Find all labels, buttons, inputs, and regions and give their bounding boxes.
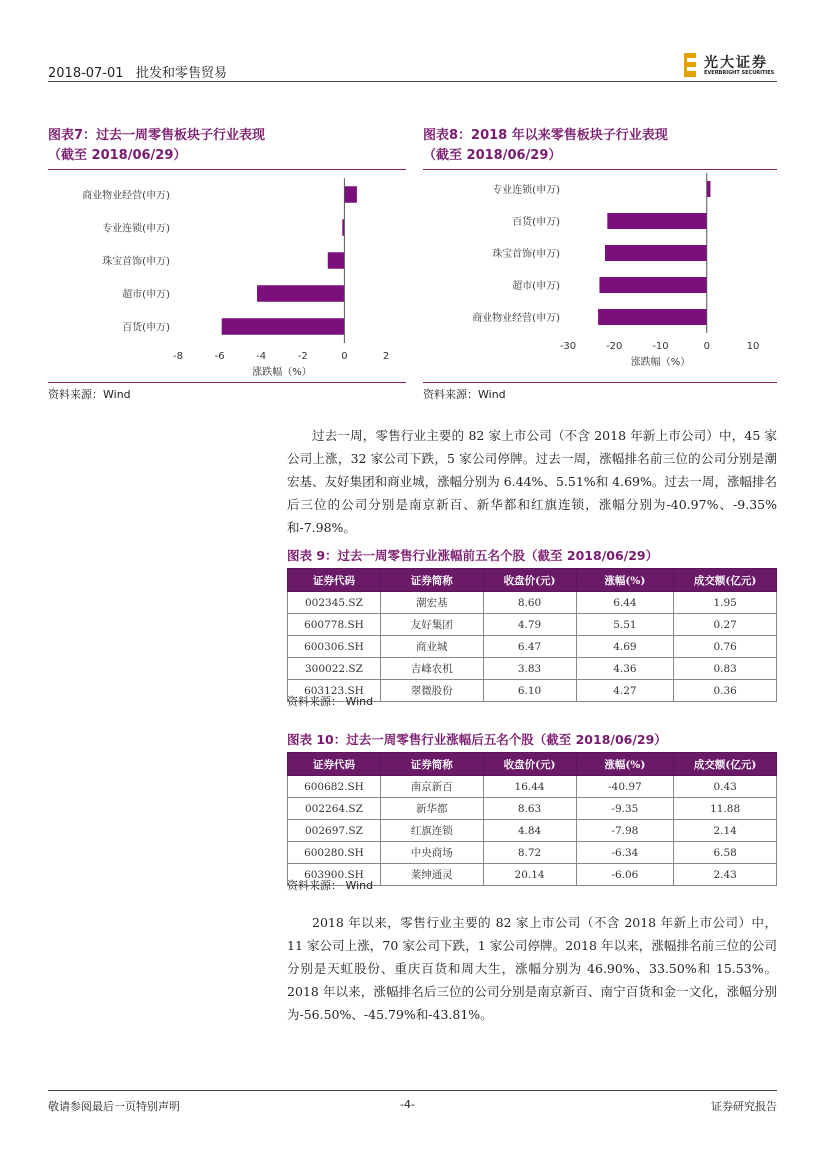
- fig8-title-divider: [423, 169, 777, 170]
- category-label: 珠宝首饰(申万): [102, 256, 170, 268]
- category-label: 商业物业经营(申万): [82, 190, 170, 202]
- table-cell: -40.97: [576, 776, 674, 798]
- table-cell: 8.72: [483, 842, 576, 864]
- table-row: [288, 614, 777, 636]
- table-cell: 商业城: [380, 636, 483, 658]
- table-cell: 002345.SZ: [288, 592, 381, 614]
- table10-header-cell: 涨幅(%): [576, 753, 674, 776]
- report-date: 2018-07-01: [48, 66, 124, 81]
- fig8-title-line1: 图表8：2018 年以来零售板块子行业表现: [423, 128, 668, 143]
- category-label: 珠宝首饰(申万): [492, 249, 560, 260]
- logo-text-en: EVERBRIGHT SECURITIES: [704, 70, 775, 76]
- table-cell: 4.79: [483, 614, 576, 636]
- table-cell: 002697.SZ: [288, 820, 381, 842]
- table-cell: 4.84: [483, 820, 576, 842]
- table-cell: 新华都: [380, 798, 483, 820]
- category-label: 专业连锁(申万): [492, 185, 560, 196]
- category-label: 商业物业经营(申万): [472, 313, 560, 324]
- table9-source: 资料来源： Wind: [287, 695, 374, 708]
- table-cell: 4.36: [576, 658, 674, 680]
- bar: [257, 285, 344, 302]
- x-tick-label: 2: [382, 351, 390, 362]
- category-label: 专业连锁(申万): [102, 223, 170, 235]
- bar: [605, 245, 707, 261]
- fig8-title-line2: （截至 2018/06/29）: [423, 148, 562, 163]
- table-cell: 6.58: [674, 842, 777, 864]
- table-cell: 300022.SZ: [288, 658, 381, 680]
- table-cell: 002264.SZ: [288, 798, 381, 820]
- table10-title: 图表 10：过去一周零售行业涨幅后五名个股（截至 2018/06/29）: [287, 732, 667, 747]
- table-cell: 莱绅通灵: [380, 864, 483, 886]
- fig7-title-line1: 图表7：过去一周零售板块子行业表现: [48, 128, 266, 143]
- table-cell: -7.98: [576, 820, 674, 842]
- table-cell: 6.44: [576, 592, 674, 614]
- bar: [607, 213, 706, 229]
- table-cell: 南京新百: [380, 776, 483, 798]
- table-row: [288, 592, 777, 614]
- category-label: 百货(申万): [122, 322, 170, 334]
- x-tick-label: -10: [652, 341, 669, 352]
- table-cell: 友好集团: [380, 614, 483, 636]
- table9-header-cell: 证券代码: [288, 569, 381, 592]
- table-cell: 1.95: [674, 592, 777, 614]
- table-cell: 6.47: [483, 636, 576, 658]
- report-sector: 批发和零售贸易: [135, 66, 227, 81]
- table-cell: 600682.SH: [288, 776, 381, 798]
- table9-header-cell: 涨幅(%): [576, 569, 674, 592]
- table9-header-cell: 成交额(亿元): [674, 569, 777, 592]
- table-cell: 0.36: [674, 680, 777, 702]
- table9-header-cell: 证券简称: [380, 569, 483, 592]
- table-cell: 600778.SH: [288, 614, 381, 636]
- table-cell: 中央商场: [380, 842, 483, 864]
- logo-text-cn: 光大证券: [704, 55, 768, 71]
- table10-header-cell: 证券代码: [288, 753, 381, 776]
- table-cell: 6.10: [483, 680, 576, 702]
- table-cell: 0.83: [674, 658, 777, 680]
- table-cell: 红旗连锁: [380, 820, 483, 842]
- table-cell: 16.44: [483, 776, 576, 798]
- fig8-bottom-divider: [423, 382, 777, 383]
- table10-header-cell: 成交额(亿元): [674, 753, 777, 776]
- table10-header-cell: 收盘价(元): [483, 753, 576, 776]
- table-row: [288, 658, 777, 680]
- table-cell: 潮宏基: [380, 592, 483, 614]
- page-number: -4-: [400, 1098, 415, 1111]
- paragraph-ytd: 2018 年以来，零售行业主要的 82 家上市公司（不含 2018 年新上市公司）中，11 家公司上涨，70 家公司下跌，1 家公司停牌。2018 年以来，涨幅排名前三位的公司分别是天虹股份、重庆百货和周大生，涨幅分别为 46.90%、33.50%和 15.53%。2018 年以来，涨幅排名后三位的公司分别是南京新百、南宁百货和金一文化，涨幅分别为-56.50%、-45.79%和-43.81%。: [287, 915, 777, 1022]
- table-cell: 0.43: [674, 776, 777, 798]
- table-cell: 吉峰农机: [380, 658, 483, 680]
- x-tick-label: 0: [703, 341, 710, 352]
- x-tick-label: -6: [214, 351, 225, 362]
- table-cell: 600306.SH: [288, 636, 381, 658]
- category-label: 超市(申万): [122, 289, 170, 301]
- paragraph-weekly: 过去一周，零售行业主要的 82 家上市公司（不含 2018 年新上市公司）中，45 家公司上涨，32 家公司下跌，5 家公司停牌。过去一周，涨幅排名前三位的公司分别是潮宏基、友好集团和商业城，涨幅分别为 6.44%、5.51%和 4.69%。过去一周，涨幅排名后三位的公司分别是南京新百、新华都和红旗连锁，涨幅分别为-40.97%、-9.35%和-7.98%。: [287, 428, 777, 535]
- x-axis-label: 涨跌幅（%）: [252, 367, 312, 378]
- table-cell: 3.83: [483, 658, 576, 680]
- fig8-title: [423, 126, 668, 166]
- fig7-title-divider: [48, 169, 406, 170]
- header-bar: [48, 62, 227, 81]
- table-row: [288, 636, 777, 658]
- x-tick-label: -2: [297, 351, 308, 362]
- table-cell: 0.76: [674, 636, 777, 658]
- footer-divider: [48, 1090, 777, 1091]
- header-divider: [48, 81, 777, 82]
- fig7-title: [48, 126, 265, 166]
- x-tick-label: 10: [746, 341, 760, 352]
- table-cell: 2.14: [674, 820, 777, 842]
- table-cell: 603900.SH: [288, 864, 381, 886]
- table-row: [288, 776, 777, 798]
- table-cell: 600280.SH: [288, 842, 381, 864]
- table-cell: 4.69: [576, 636, 674, 658]
- bar: [599, 277, 706, 293]
- x-tick-label: 0: [341, 351, 348, 362]
- fig7-title-line2: （截至 2018/06/29）: [48, 148, 187, 163]
- table-cell: -9.35: [576, 798, 674, 820]
- category-label: 百货(申万): [512, 217, 560, 228]
- table-cell: 翠微股份: [380, 680, 483, 702]
- fig7-source: 资料来源：Wind: [48, 388, 131, 401]
- fig8-source: 资料来源：Wind: [423, 388, 506, 401]
- bar: [328, 252, 345, 269]
- table-cell: 0.27: [674, 614, 777, 636]
- table10-header-row: [288, 753, 777, 776]
- x-tick-label: -4: [256, 351, 267, 362]
- table-cell: 603123.SH: [288, 680, 381, 702]
- table-cell: 2.43: [674, 864, 777, 886]
- table-cell: -6.06: [576, 864, 674, 886]
- table10: [287, 752, 777, 886]
- footer-disclaimer: 敬请参阅最后一页特别声明: [48, 1100, 180, 1113]
- table-row: [288, 820, 777, 842]
- fig7-bottom-divider: [48, 382, 406, 383]
- x-tick-label: -20: [606, 341, 623, 352]
- bar: [222, 318, 345, 335]
- bar: [707, 181, 711, 197]
- table-cell: 8.63: [483, 798, 576, 820]
- table9-header-row: [288, 569, 777, 592]
- table-cell: 4.27: [576, 680, 674, 702]
- fig8-chart: [423, 173, 777, 380]
- table9-title: 图表 9：过去一周零售行业涨幅前五名个股（截至 2018/06/29）: [287, 548, 659, 563]
- table9: [287, 568, 777, 702]
- bar: [344, 186, 356, 203]
- table-cell: 8.60: [483, 592, 576, 614]
- table9-header-cell: 收盘价(元): [483, 569, 576, 592]
- bar: [598, 309, 707, 325]
- table10-source: 资料来源： Wind: [287, 879, 374, 892]
- table-cell: 11.88: [674, 798, 777, 820]
- x-tick-label: -8: [173, 351, 183, 362]
- footer-report-type: 证券研究报告: [711, 1100, 777, 1113]
- category-label: 超市(申万): [512, 281, 560, 292]
- table10-header-cell: 证券简称: [380, 753, 483, 776]
- table-cell: -6.34: [576, 842, 674, 864]
- table-cell: 5.51: [576, 614, 674, 636]
- fig7-chart: [48, 173, 406, 380]
- table-row: [288, 798, 777, 820]
- table-row: [288, 842, 777, 864]
- table-cell: 20.14: [483, 864, 576, 886]
- brand-logo: [684, 50, 779, 80]
- x-axis-label: 涨跌幅（%）: [630, 357, 691, 368]
- x-tick-label: -30: [559, 341, 577, 352]
- logo-mark-icon: [684, 53, 696, 77]
